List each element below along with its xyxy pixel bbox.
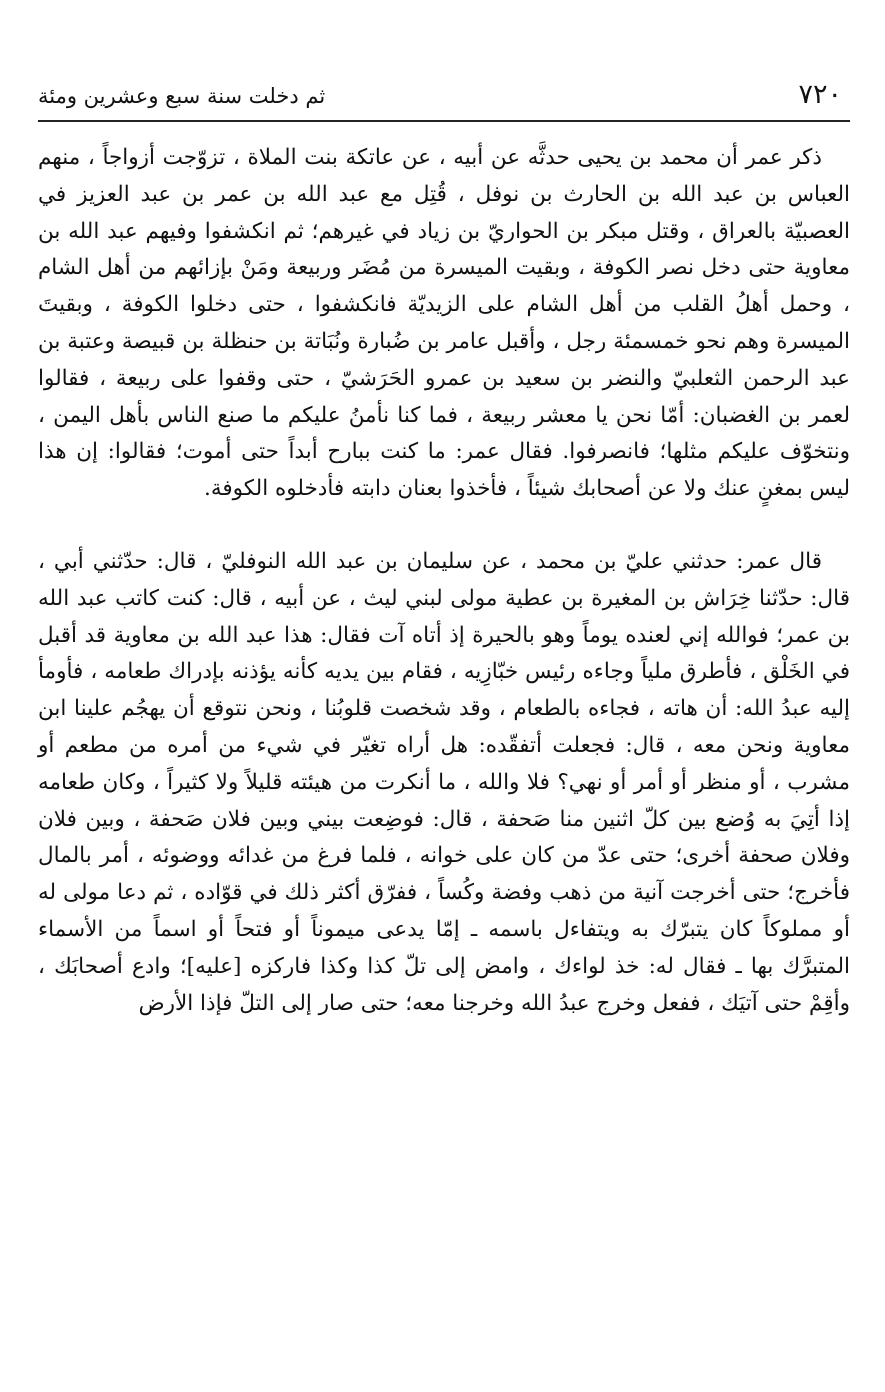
running-header [38,70,850,118]
book-page [38,70,850,1360]
running-title: ثم دخلت سنة سبع وعشرين ومئة [38,84,326,108]
paragraph: ذكر عمر أن محمد بن يحيى حدثَّه عن أبيه ، عن عاتكة بنت الملاة ، تزوّجت أزواجاً ، منهم العباس بن عبد الله بن الحارث بن نوفل ، قُتِل مع عبد الله بن عمر بن عبد العزيز في العصبيّة بالعراق ، وقتل مبكر بن الحواريّ بن زياد في غيرهم؛ ثم انكشفوا وفيهم عبد الله بن معاوية حتى دخل نصر الكوفة ، وبقيت الميسرة من مُضَر وربيعة ومَنْ بإزائهم من أهل الشام ، وحمل أهلُ القلب من أهل الشام على الزيديّة فانكشفوا ، حتى دخلوا الكوفة ، وبقيتَ الميسرة وهم نحو خمسمئة رجل ، وأقبل عامر بن ضُبارة ونُبَاتة بن حنظلة بن قبيصة وعتبة بن عبد الرحمن الثعلبيّ والنضر بن سعيد بن عمرو الحَرَشيّ ، حتى وقفوا على ربيعة ، فقالوا لعمر بن الغضبان: أمّا نحن يا معشر ربيعة ، فما كنا نأمنُ عليكم ما صنع الناس بأهل اليمن ، ونتخوّف عليكم مثلها؛ فانصرفوا. فقال عمر: ما كنت ببارح أبداً حتى أموت؛ فقالوا: إن هذا ليس بمغنٍ عنك ولا عن أصحابك شيئاً ، فأخذوا بعنان دابته فأدخلوه الكوفة. [38,145,850,502]
page-number: ٧٢٠ [798,79,842,110]
paragraph: قال عمر: حدثني عليّ بن محمد ، عن سليمان بن عبد الله النوفليّ ، قال: حدّثني أبي ، قال: حدّثنا خِرَاش بن المغيرة بن عطية مولى لبني ليث ، عن أبيه ، قال: كنت كاتب عبد الله بن عمر؛ فوالله إني لعنده يوماً وهو بالحيرة إذ أتاه آت فقال: هذا عبد الله بن معاوية قد أقبل في الخَلْق ، فأطرق ملياً وجاءه رئيس خبّازِيه ، فقام بين يديه كأنه يؤذنه بإدراك طعامه ، فأومأ إليه عبدُ الله: أن هاته ، فجاءه بالطعام ، وقد شخصت قلوبُنا ، ونحن نتوقع أن يهجُم علينا ابن معاوية ونحن معه ، قال: فجعلت أتفقّده: هل أراه تغيّر في شيء من أمره من مطعم أو مشرب ، أو منظر أو أمر أو نهي؟ فلا والله ، ما أنكرت من هيئته قليلاً ولا كثيراً ، وكان طعامه إذا أتِيَ به وُضع بين كلّ اثنين منا صَحفة ، قال: فوضِعت بيني وبين فلان صَحفة ، وبين فلان وفلان صحفة أخرى؛ حتى عدّ من كان على خوانه ، فلما فرغ من غدائه ووضوئه ، أمر بالمال فأخرج؛ حتى أخرجت آنية من ذهب وفضة وكُساً ، ففرّق أكثر ذلك في قوّاده ، ثم دعا مولى له أو مملوكاً كان يتبرّك به ويتفاءل باسمه ـ إمّا يدعى ميموناً أو فتحاً أو اسماً من الأسماء المتبرَّك بها ـ فقال له: خذ لواءك ، وامض إلى تلّ كذا وكذا فاركزه [عليه]؛ وادع أصحابَك ، وأقِمْ حتى آتيَك ، ففعل وخرج عبدُ الله وخرجنا معه؛ حتى صار إلى التلّ فإذا الأرض [38,548,850,1016]
page-body [38,140,850,1022]
header-rule [38,120,850,122]
